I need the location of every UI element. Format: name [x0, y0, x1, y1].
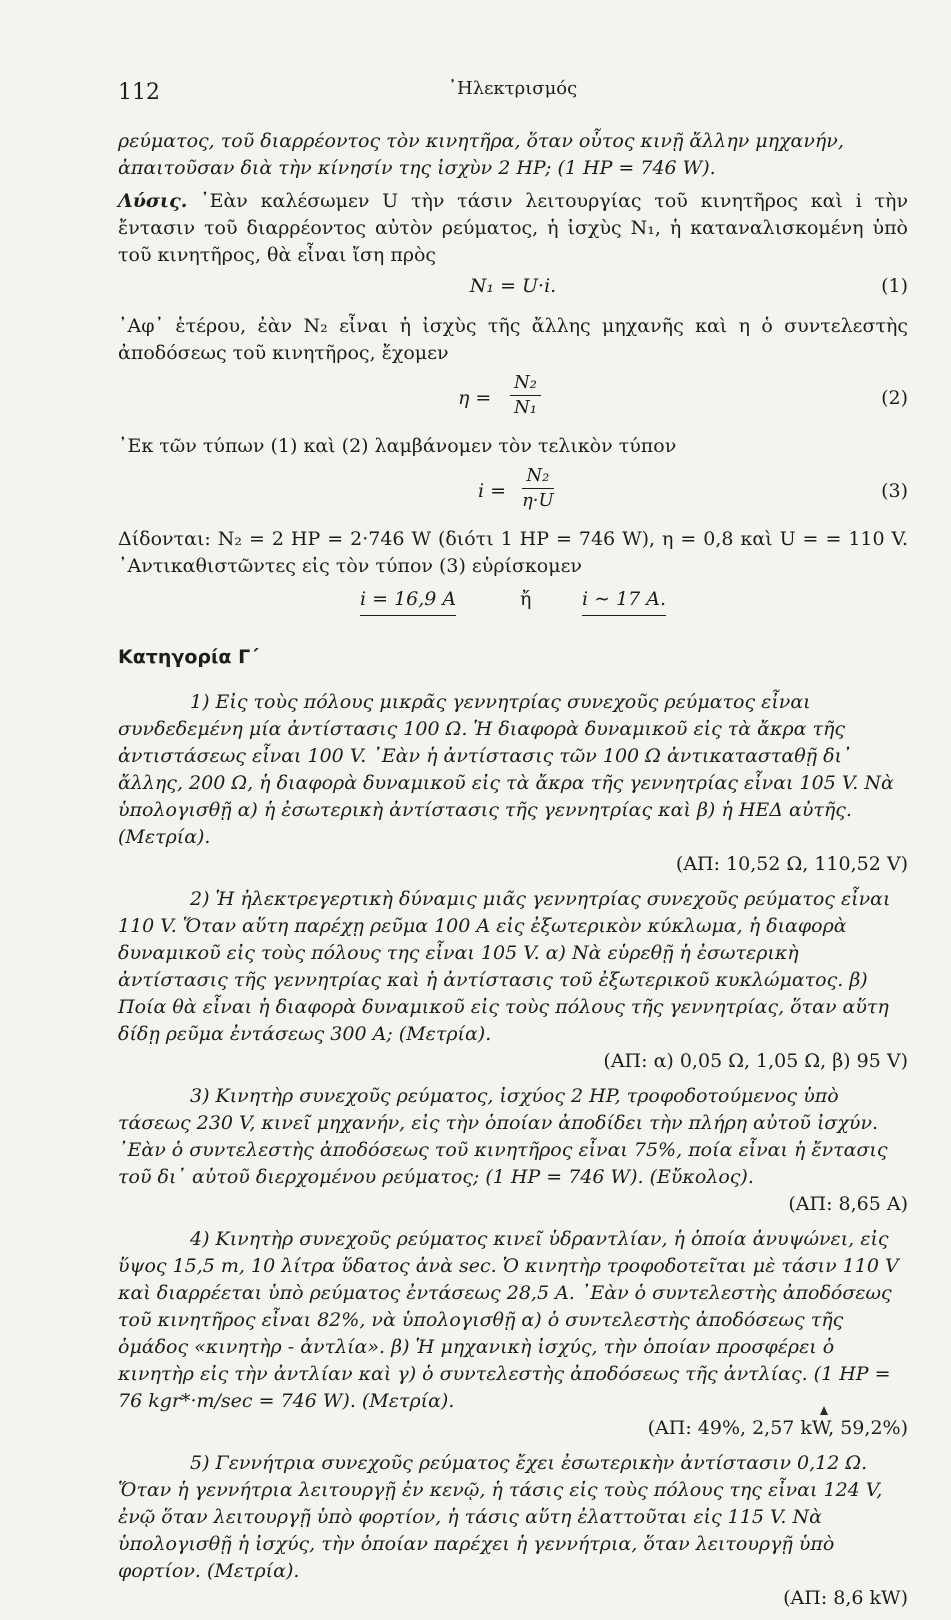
equation-2-numerator: N₂	[510, 371, 541, 396]
equation-1-number: (1)	[881, 275, 908, 297]
equation-3-number: (3)	[881, 480, 908, 502]
exercise-2	[118, 886, 908, 1075]
exercise-3-text: 3) Κινητὴρ συνεχοῦς ρεύματος, ἰσχύος 2 HP, τροφοδοτούμενος ὑπὸ τάσεως 230 V, κινεῖ μηχανήν, εἰς τὴν ὁποίαν ἀποδίδει τὴν πλήρη αὐτοῦ ἰσχύν. ᾿Εὰν ὁ συντελεστὴς ἀποδόσεως τοῦ κινητῆρος εἶναι 75%, ποία εἶναι ἡ ἔντασις τοῦ δι᾿ αὐτοῦ διερχομένου ρεύματος; (1 HP = 746 W). (Εὔκολος).	[118, 1085, 888, 1188]
exercise-2-answer: (ΑΠ: α) 0,05 Ω, 1,05 Ω, β) 95 V)	[603, 1050, 908, 1072]
exercise-1	[118, 689, 908, 878]
solution-label: Λύσις.	[118, 190, 188, 212]
equation-2	[118, 371, 908, 427]
solution-paragraph-1	[118, 188, 908, 269]
result-value-1: i = 16,9 A	[360, 586, 456, 616]
running-title: ᾿Ηλεκτρισμός	[448, 78, 578, 99]
equation-3-fraction	[522, 464, 554, 513]
equation-1-body: N₁ = U·i.	[469, 275, 557, 297]
exercise-3	[118, 1083, 908, 1218]
equation-3-denominator: η·U	[522, 490, 554, 511]
solution-text-4: Δίδονται: N₂ = 2 HP = 2·746 W (διότι 1 HP = 746 W), η = 0,8 καὶ U = = 110 V. ᾿Αντικαθιστῶντες εἰς τὸν τύπον (3) εὑρίσκομεν	[118, 528, 908, 577]
intro-line-1: ρεύματος, τοῦ διαρρέοντος τὸν κινητῆρα, ὅταν οὗτος κινῇ ἄλλην μηχανήν,	[118, 130, 844, 152]
page-header	[118, 80, 833, 110]
equation-2-number: (2)	[881, 387, 908, 409]
exercise-1-text: 1) Εἰς τοὺς πόλους μικρᾶς γεννητρίας συνεχοῦς ρεύματος εἶναι συνδεδεμένη μία ἀντίστασις 100 Ω. Ἡ διαφορὰ δυναμικοῦ εἰς τὰ ἄκρα τῆς ἀντιστάσεως εἶναι 100 V. ᾿Εὰν ἡ ἀντίστασις τῶν 100 Ω ἀντικατασταθῇ δι᾿ ἄλλης, 200 Ω, ἡ διαφορὰ δυναμικοῦ εἰς τὰ ἄκρα τῆς γεννητρίας εἶναι 105 V. Νὰ ὑπολογισθῇ α) ἡ ἐσωτερικὴ ἀντίστασις τῆς γεννητρίας καὶ β) ἡ ΗΕΔ αὐτῆς. (Μετρία).	[118, 691, 894, 848]
page-body	[118, 128, 908, 1620]
result-line	[118, 582, 908, 616]
exercise-1-answer: (ΑΠ: 10,52 Ω, 110,52 V)	[675, 853, 908, 875]
exercise-4-text: 4) Κινητὴρ συνεχοῦς ρεύματος κινεῖ ὑδραντλίαν, ἡ ὁποία ἀνυψώνει, εἰς ὕψος 15,5 m, 10 λίτρα ὕδατος ἀνὰ sec. Ὁ κινητὴρ τροφοδοτεῖται μὲ τάσιν 110 V καὶ διαρρέεται ὑπὸ ρεύματος ἐντάσεως 28,5 A. ᾿Εὰν ὁ συντελεστὴς ἀποδόσεως τοῦ κινητῆρος εἶναι 82%, νὰ ὑπολογισθῇ α) ὁ συντελεστὴς ἀποδόσεως τῆς ὁμάδος «κινητὴρ - ἀντλία». β) Ἡ μηχανικὴ ἰσχύς, τὴν ὁποίαν προσφέρει ὁ κινητὴρ εἰς τὴν ἀντλίαν καὶ γ) ὁ συντελεστὴς ἀποδόσεως τῆς ἀντλίας. (1 HP = 76 kgr*·m/sec = 746 W). (Μετρία).	[118, 1228, 899, 1412]
equation-2-lhs: η =	[458, 387, 492, 409]
exercise-4-answer: (ΑΠ: 49%, 2,57 kW, 59,2%)	[647, 1417, 908, 1439]
result-or: ἤ	[520, 588, 532, 610]
solution-text-3: ᾿Εκ τῶν τύπων (1) καὶ (2) λαμβάνομεν τὸν τελικὸν τύπον	[118, 435, 677, 457]
exercise-2-text: 2) Ἡ ἠλεκτρεγερτικὴ δύναμις μιᾶς γεννητρίας συνεχοῦς ρεύματος εἶναι 110 V. Ὅταν αὕτη παρέχῃ ρεῦμα 100 A εἰς ἐξωτερικὸν κύκλωμα, ἡ διαφορὰ δυναμικοῦ εἰς τοὺς πόλους της εἶναι 105 V. α) Νὰ εὑρεθῇ ἡ ἐσωτερικὴ ἀντίστασις τῆς γεννητρίας καὶ ἡ ἀντίστασις τοῦ ἐξωτερικοῦ κυκλώματος. β) Ποία θὰ εἶναι ἡ διαφορὰ δυναμικοῦ εἰς τοὺς πόλους τῆς γεννητρίας, ὅταν αὕτη δίδῃ ρεῦμα ἐντάσεως 300 A; (Μετρία).	[118, 888, 891, 1045]
equation-3-numerator: N₂	[522, 464, 554, 489]
section-title: Κατηγορία Γ΄	[118, 646, 259, 668]
exercise-5-text: 5) Γεννήτρια συνεχοῦς ρεύματος ἔχει ἐσωτερικὴν ἀντίστασιν 0,12 Ω. Ὅταν ἡ γεννήτρια λειτουργῇ ἐν κενῷ, ἡ τάσις εἰς τοὺς πόλους της εἶναι 124 V, ἐνῷ ὅταν λειτουργῇ ὑπὸ φορτίον, ἡ τάσις αὕτη ἐλαττοῦται εἰς 115 V. Νὰ ὑπολογισθῇ ἡ ἰσχύς, τὴν ὁποίαν παρέχει ἡ γεννήτρια, ὅταν λειτουργῇ ὑπὸ φορτίον. (Μετρία).	[118, 1452, 883, 1582]
intro-line-2: ἀπαιτοῦσαν διὰ τὴν κίνησίν της ἰσχὺν 2 HP; (1 HP = 746 W).	[118, 157, 716, 179]
solution-text-2: ᾿Αφ᾿ ἑτέρου, ἐὰν N₂ εἶναι ἡ ἰσχὺς τῆς ἄλλης μηχανῆς καὶ η ὁ συντελεστὴς ἀποδόσεως τοῦ κινητῆρος, ἔχομεν	[118, 315, 908, 364]
solution-text-1: ᾿Εὰν καλέσωμεν U τὴν τάσιν λειτουργίας τοῦ κινητῆρος καὶ i τὴν ἔντασιν τοῦ διαρρέοντος αὐτὸν ρεύματος, ἡ ἰσχὺς N₁, ἡ καταναλισκομένη ὑπὸ τοῦ κινητῆρος, θὰ εἶναι ἴση πρὸς	[118, 190, 908, 266]
equation-3-lhs: i =	[478, 480, 507, 502]
equation-2-denominator: N₁	[514, 397, 537, 418]
equation-2-fraction	[510, 371, 541, 420]
ink-spot-icon	[818, 1405, 830, 1417]
equation-3	[118, 464, 908, 520]
page-number: 112	[118, 80, 160, 105]
exercise-5-answer: (ΑΠ: 8,6 kW)	[783, 1587, 908, 1609]
result-value-2: i ∼ 17 A.	[582, 586, 666, 616]
equation-1	[118, 273, 908, 303]
exercise-3-answer: (ΑΠ: 8,65 A)	[788, 1193, 908, 1215]
exercise-4	[118, 1226, 908, 1442]
exercise-5	[118, 1450, 908, 1612]
